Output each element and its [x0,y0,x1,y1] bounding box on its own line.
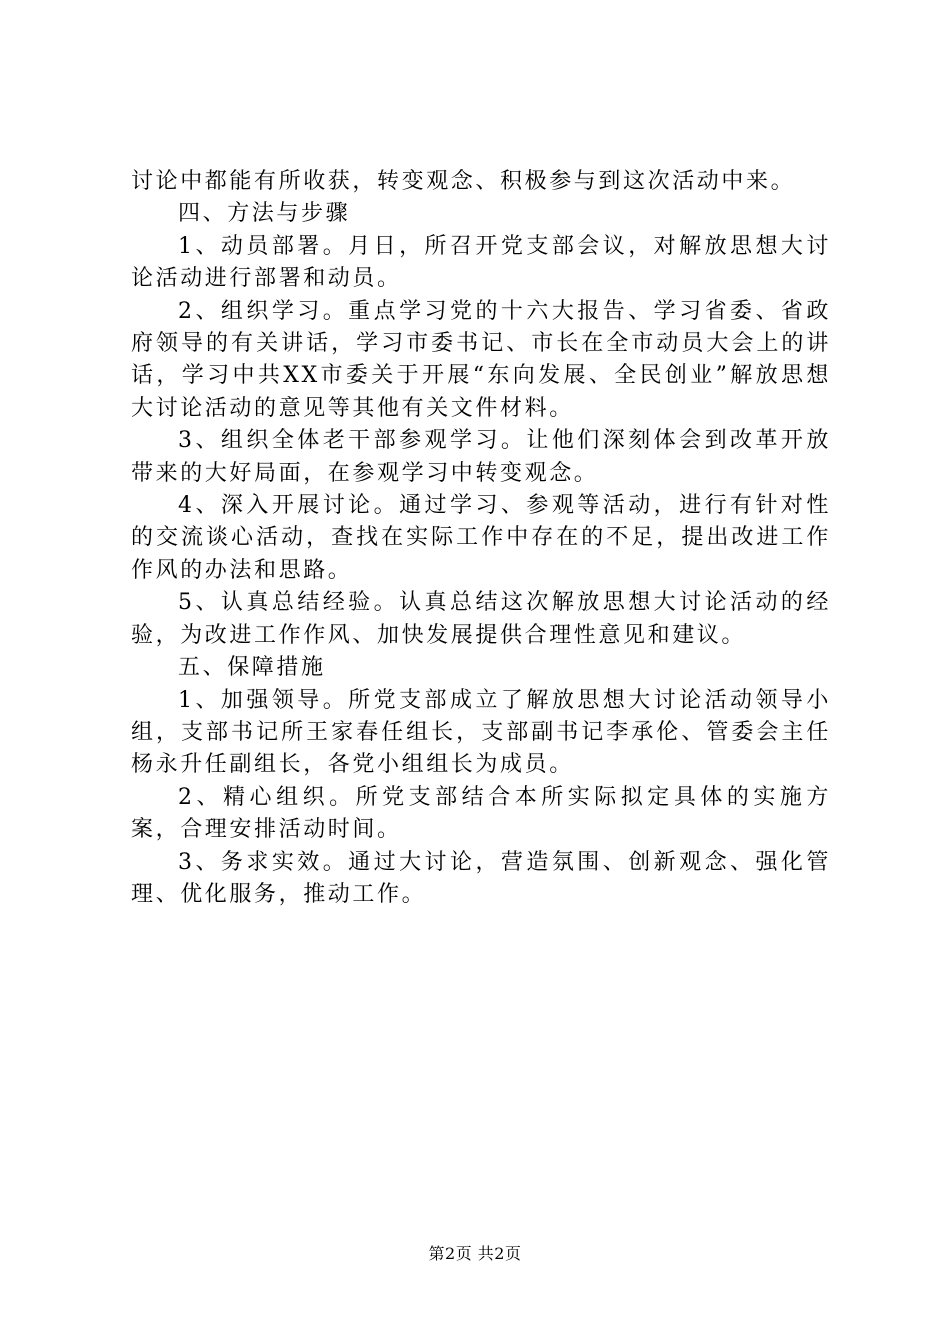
paragraph-visit: 3、组织全体老干部参观学习。让他们深刻体会到改革开放带来的大好局面，在参观学习中转变观念。 [131,428,831,486]
paragraph-discussion: 4、深入开展讨论。通过学习、参观等活动，进行有针对性的交流谈心活动，查找在实际工作中存在的不足，提出改进工作作风的办法和思路。 [131,493,831,583]
paragraph-mobilization: 1、动员部署。月日，所召开党支部会议，对解放思想大讨论活动进行部署和动员。 [131,233,831,292]
document-body [131,166,831,911]
paragraph-continuation: 讨论中都能有所收获，转变观念、积极参与到这次活动中来。 [131,169,796,194]
paragraph-study: 2、组织学习。重点学习党的十六大报告、学习省委、省政府领导的有关讲话，学习市委书记、市长在全市动员大会上的讲话，学习中共XX市委关于开展“东向发展、全民创业”解放思想大讨论活动的意见等其他有关文件材料。 [131,298,831,421]
paragraph-summary: 5、认真总结经验。认真总结这次解放思想大讨论活动的经验，为改进工作作风、加快发展提供合理性意见和建议。 [131,590,831,648]
paragraph-results: 3、务求实效。通过大讨论，营造氛围、创新观念、强化管理、优化服务，推动工作。 [131,849,831,907]
paragraph-leadership: 1、加强领导。所党支部成立了解放思想大讨论活动领导小组，支部书记所王家春任组长，支部副书记李承伦、管委会主任杨永升任副组长，各党小组组长为成员。 [131,687,831,778]
paragraph-organization: 2、精心组织。所党支部结合本所实际拟定具体的实施方案，合理安排活动时间。 [131,784,831,843]
page-number-footer: 第2页 共2页 [428,1244,522,1263]
section-heading-methods: 四、方法与步骤 [178,201,351,227]
section-heading-safeguards: 五、保障措施 [178,655,326,681]
